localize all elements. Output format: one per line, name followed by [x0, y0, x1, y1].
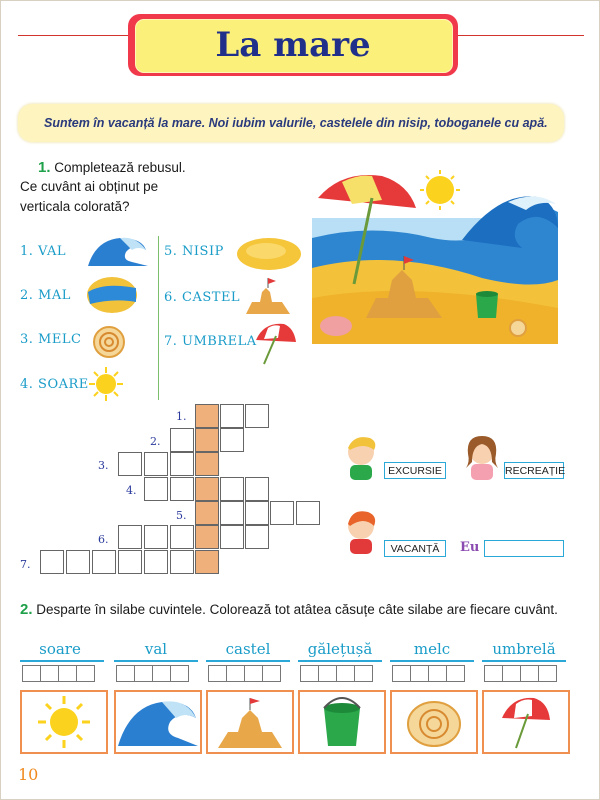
syllable-boxes-val[interactable]	[116, 665, 188, 682]
umbrella-icon	[484, 692, 568, 752]
snail-icon	[392, 692, 476, 752]
syllable-word-castel: castel	[225, 640, 271, 658]
crossword-cell[interactable]	[195, 477, 219, 501]
syllable-underline	[482, 660, 566, 662]
syllable-underline	[20, 660, 104, 662]
word-5: 5. NISIP	[164, 244, 224, 259]
crossword-cell[interactable]	[245, 525, 269, 549]
page-title: La mare	[215, 25, 371, 65]
crossword-cell[interactable]	[195, 525, 219, 549]
crossword-cell[interactable]	[66, 550, 90, 574]
task2-text: Desparte în silabe cuvintele. Colorează tot atâtea căsuțe câte silabe are fiecare cuvânt.	[36, 602, 558, 617]
word-2: 2. MAL	[20, 288, 71, 303]
sun-icon	[88, 366, 124, 402]
picture-val	[114, 690, 202, 754]
crossword-cell[interactable]	[245, 404, 269, 428]
syllable-word-umbrela: umbrelă	[492, 640, 556, 658]
word-4: 4. SOARE	[20, 377, 89, 392]
crossword-cell[interactable]	[118, 550, 142, 574]
syllable-word-soare: soare	[39, 640, 81, 658]
eu-label: Eu	[460, 540, 480, 555]
picture-galetusa	[298, 690, 386, 754]
word-7: 7. UMBRELA	[164, 334, 257, 349]
eu-answer-field[interactable]	[484, 540, 564, 557]
shore-icon	[86, 276, 138, 314]
syllable-underline	[206, 660, 290, 662]
sandcastle-icon	[244, 276, 292, 316]
syllable-boxes-soare[interactable]	[22, 665, 94, 682]
syllable-word-val: val	[144, 640, 168, 658]
crossword-cell[interactable]	[144, 477, 168, 501]
syllable-underline	[298, 660, 382, 662]
crossword-cell[interactable]	[92, 550, 116, 574]
page-number: 10	[18, 765, 39, 784]
task2-instruction	[20, 600, 588, 620]
crossword-cell[interactable]	[144, 452, 168, 476]
word-list-divider	[158, 236, 159, 400]
umbrella-icon	[254, 320, 298, 366]
crossword-cell[interactable]	[195, 404, 219, 428]
girl-avatar	[460, 432, 504, 480]
beach-scene-illustration	[312, 168, 558, 344]
task1-instruction	[38, 158, 186, 178]
crossword-cell[interactable]	[270, 501, 294, 525]
crossword-cell[interactable]	[220, 501, 244, 525]
wave-icon	[116, 692, 200, 752]
crossword-cell[interactable]	[170, 525, 194, 549]
picture-melc	[390, 690, 478, 754]
crossword-cell[interactable]	[195, 452, 219, 476]
crossword-cell[interactable]	[220, 428, 244, 452]
intro-text: Suntem în vacanță la mare. Noi iubim valurile, castelele din nisip, toboganele cu apă.	[44, 116, 548, 130]
crossword-cell[interactable]	[170, 550, 194, 574]
crossword-cell[interactable]	[220, 477, 244, 501]
clue-5: 5.	[176, 509, 187, 522]
clue-7: 7.	[20, 558, 31, 571]
tag-excursie: EXCURSIE	[384, 462, 446, 479]
picture-umbrela	[482, 690, 570, 754]
syllable-word-melc: melc	[413, 640, 451, 658]
crossword-cell[interactable]	[144, 525, 168, 549]
tag-recreatie: RECREAȚIE	[504, 462, 564, 479]
crossword-cell[interactable]	[245, 477, 269, 501]
crossword-cell[interactable]	[118, 452, 142, 476]
crossword-cell[interactable]	[170, 477, 194, 501]
syllable-word-giletusa: gălețușă	[307, 640, 373, 658]
crossword-cell[interactable]	[195, 428, 219, 452]
task1-line3: verticala colorată?	[20, 199, 130, 214]
clue-4: 4.	[126, 484, 137, 497]
syllable-boxes-castel[interactable]	[208, 665, 280, 682]
tag-vacanta: VACANȚĂ	[384, 540, 446, 557]
crossword-cell[interactable]	[170, 452, 194, 476]
crossword-cell[interactable]	[170, 428, 194, 452]
word-6: 6. CASTEL	[164, 290, 241, 305]
clue-6: 6.	[98, 533, 109, 546]
crossword-cell[interactable]	[118, 525, 142, 549]
bucket-icon	[300, 692, 384, 752]
syllable-boxes-umbrela[interactable]	[484, 665, 556, 682]
syllable-underline	[390, 660, 474, 662]
crossword-cell[interactable]	[245, 501, 269, 525]
word-3: 3. MELC	[20, 332, 82, 347]
clue-2: 2.	[150, 435, 161, 448]
task1-line2: Ce cuvânt ai obținut pe	[20, 179, 159, 194]
syllable-boxes-melc[interactable]	[392, 665, 464, 682]
clue-1: 1.	[176, 410, 187, 423]
word-1: 1. VAL	[20, 244, 67, 259]
snail-icon	[92, 325, 126, 359]
crossword-cell[interactable]	[296, 501, 320, 525]
crossword-cell[interactable]	[195, 501, 219, 525]
crossword-cell[interactable]	[144, 550, 168, 574]
picture-soare	[20, 690, 108, 754]
crossword-cell[interactable]	[220, 404, 244, 428]
title-rule-left	[18, 35, 130, 36]
picture-castel	[206, 690, 294, 754]
clue-3: 3.	[98, 459, 109, 472]
crossword-cell[interactable]	[40, 550, 64, 574]
sand-icon	[236, 236, 302, 272]
wave-icon	[86, 232, 150, 268]
boy-red-avatar	[340, 506, 382, 554]
sandcastle-icon	[208, 692, 292, 752]
syllable-boxes-galetusa[interactable]	[300, 665, 372, 682]
boy-blond-avatar	[340, 432, 382, 480]
crossword-cell[interactable]	[220, 525, 244, 549]
syllable-underline	[114, 660, 198, 662]
task2-number: 2.	[20, 601, 33, 618]
task1-number: 1.	[38, 159, 51, 176]
title-rule-right	[456, 35, 584, 36]
sun-icon	[22, 692, 106, 752]
task1-line1: Completează rebusul.	[54, 160, 186, 175]
crossword-cell[interactable]	[195, 550, 219, 574]
